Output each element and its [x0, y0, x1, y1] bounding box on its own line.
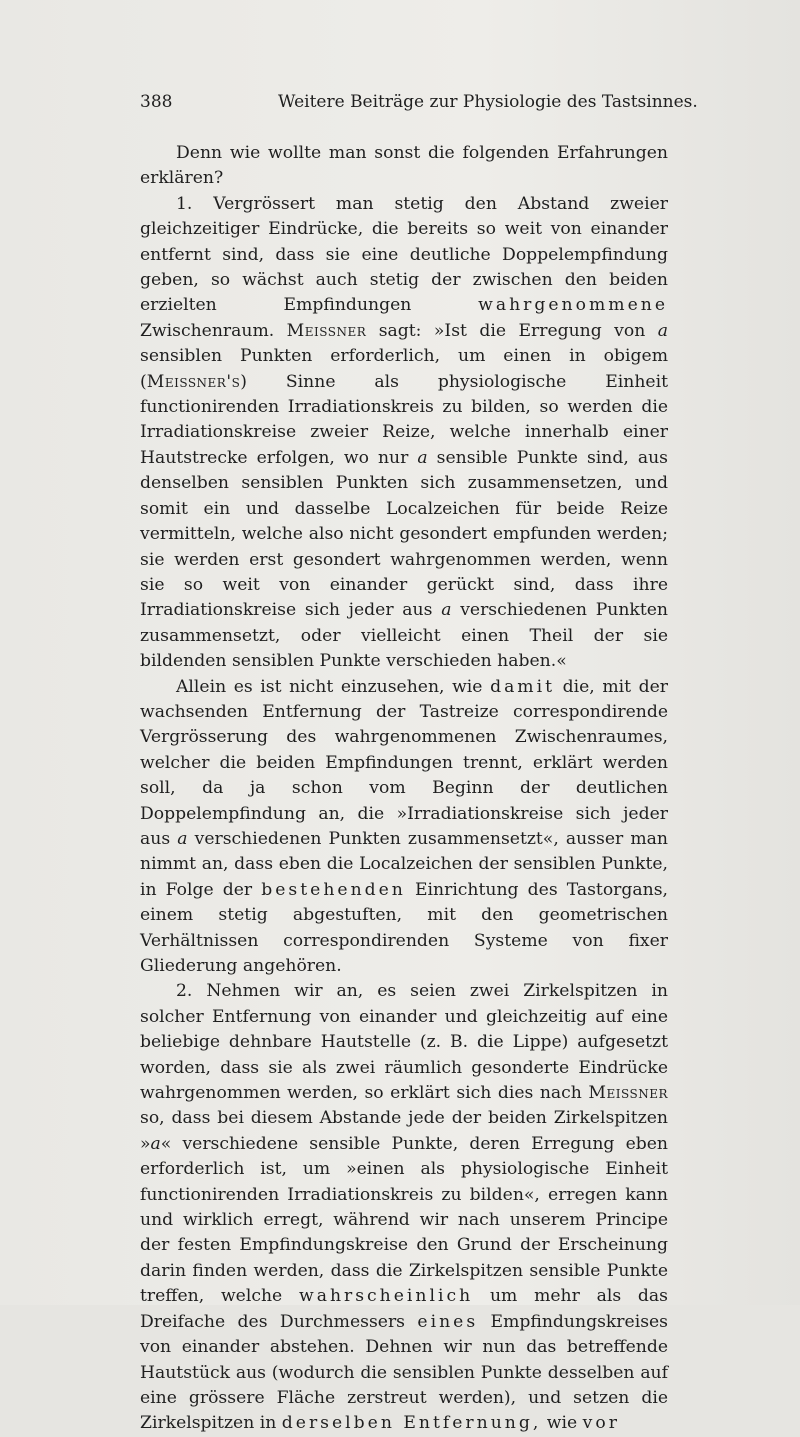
text-span: « verschiedene sensible Punkte, deren Erregung eben erforderlich ist, um »einen als physiologische Einheit functionirenden Irradiationskreis zu bilden«, erregen kann und wirklich erregt, während wir nach unserem Principe der festen Empfindungskreise den Grund der Erscheinung darin finden werden, dass die Zirkelspitzen sensible Punkte treffen, welche [140, 1133, 668, 1307]
text-span: sensible Punkte sind, aus denselben sensiblen Punkten sich zusammensetzen, und somit ein und dasselbe Localzeichen für beide Reize vermitteln, welche also nicht gesondert empfunden werden; sie werden erst gesondert wahrgenommen werden, wenn sie so weit von einander gerückt sind, dass ihre Irradiationskreise sich jeder aus [140, 447, 668, 621]
variable-a: a [417, 447, 428, 468]
text-span: sensiblen Punkten erforderlich, um einen in obigem ( [140, 346, 668, 392]
running-title: Weitere Beiträge zur Physiologie des Tastsinnes. [278, 92, 698, 112]
text-span: die, mit der wachsenden Entfernung der Tastreize correspondirende Vergrösserung des wahrgenommenen Zwischenraumes, welcher die beiden Empfindungen trennt, erklärt werden soll, da ja schon vom Beginn der deutlichen Doppelempfindung an, die »Irradiationskreise sich jeder aus [140, 676, 669, 849]
spaced-word: wahrgenommene [478, 295, 668, 316]
page-number: 388 [140, 92, 173, 112]
paragraph-2 [140, 192, 668, 675]
text-span: wie [546, 1413, 578, 1434]
text-span: ) Sinne als physiologische Einheit functionirenden Irradiationskreis zu bilden, so werden die Irradiationskreise zweier Reize, welche innerhalb einer Hautstrecke erfolgen, wo nur [140, 371, 668, 468]
text-span: 2. Nehmen wir an, es seien zwei Zirkelspitzen in solcher Entfernung von einander und gleichzeitig auf eine beliebige dehnbare Hautstelle (z. B. die Lippe) aufgesetzt worden, dass sie als zwei räumlich gesonderte Eindrücke wahrgenommen werden, so erklärt sich dies nach [140, 981, 668, 1104]
spaced-word: wahrscheinlich [298, 1286, 474, 1307]
spaced-word: derselben Entfernung, [281, 1413, 542, 1434]
variable-a: a [150, 1133, 161, 1154]
spaced-word: vor [582, 1413, 620, 1434]
variable-a: a [657, 320, 669, 341]
text-span: 1. Vergrössert man stetig den Abstand zweier gleichzeitiger Eindrücke, die bereits so weit von einander entfernt sind, dass sie eine deutliche Doppelempfindung geben, so wächst auch stetig der zwischen den beiden erzielten Empfindungen [140, 193, 668, 316]
text-span: so, dass bei diesem Abstande jede der beiden Zirkelspitzen » [140, 1108, 668, 1154]
paragraph-4 [140, 979, 668, 1436]
variable-a: a [441, 600, 452, 621]
text-span: Einrichtung des Tastorgans, einem stetig abgestuften, mit den geometrischen Verhältnissen correspondirenden Systeme von fixer Gliederung angehören. [140, 879, 668, 976]
paragraph-1 [140, 141, 668, 192]
spaced-word: bestehenden [261, 879, 406, 900]
author-name: Meissner [286, 320, 367, 341]
text-span: Zwischenraum. [140, 320, 275, 341]
variable-a: a [177, 828, 188, 849]
author-name: Meissner [588, 1083, 668, 1104]
text-span: um mehr als das Dreifache des Durchmessers [140, 1286, 668, 1332]
text-span: Empfindungskreises von einander abstehen. Dehnen wir nun das betreffende Hautstück aus (wodurch die sensiblen Punkte desselben auf eine grössere Fläche zerstreut werden), und setzen die Zirkelspitzen in [140, 1311, 669, 1434]
spaced-word: damit [490, 676, 556, 697]
body-text [140, 141, 668, 1437]
text-span: verschiedenen Punkten zusammensetzt«, ausser man nimmt an, dass eben die Localzeichen der sensiblen Punkte, in Folge der [140, 828, 668, 900]
paragraph-3 [140, 675, 668, 980]
author-name: Meissner's [146, 371, 241, 392]
text-span: Denn wie wollte man sonst die folgenden Erfahrungen erklären? [140, 143, 668, 189]
text-span: verschiedenen Punkten zusammensetzt, oder vielleicht einen Theil der sie bildenden sensiblen Punkte verschieden haben.« [140, 600, 668, 672]
text-span: sagt: »Ist die Erregung von [378, 320, 646, 341]
text-span: Allein es ist nicht einzusehen, wie [176, 676, 483, 697]
spaced-word: eines [417, 1311, 479, 1332]
